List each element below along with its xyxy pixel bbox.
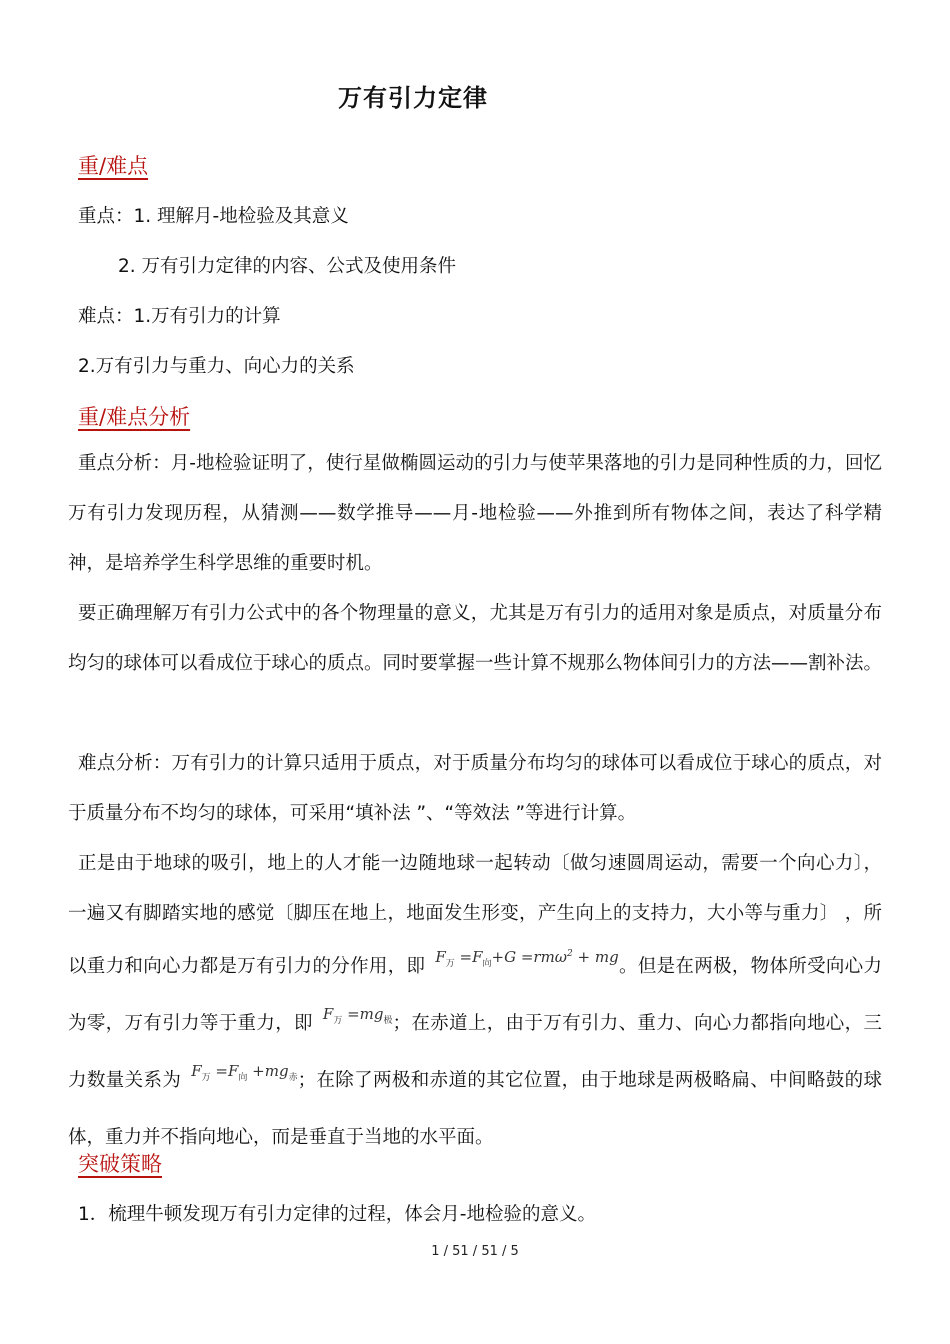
difficult-point-1: 难点：1.万有引力的计算 [78, 306, 281, 327]
key-point-1: 重点：1. 理解月-地检验及其意义 [78, 206, 349, 227]
paragraph-text: 。但是在两极，物体所受向心力为零，万有引力等于重力，即 [68, 956, 882, 1034]
section-heading-key-points: 重/难点 [78, 154, 149, 178]
difficult-point-2: 2.万有引力与重力、向心力的关系 [78, 356, 355, 377]
paragraph-text: ；在除了两极和赤道的其它位置，由于地球是两极略扁、中间略鼓的球体，重力并不指向地心，而是垂直于当地的水平面。 [68, 1070, 882, 1148]
key-point-2: 2. 万有引力定律的内容、公式及使用条件 [118, 256, 457, 277]
page-number-footer: 1 / 51 / 51 / 5 [431, 1244, 519, 1259]
strategy-item-1: 1．梳理牛顿发现万有引力定律的过程，体会月-地检验的意义。 [78, 1204, 596, 1225]
paragraph-key-analysis: 重点分析：月-地检验证明了，使行星做椭圆运动的引力与使苹果落地的引力是同种性质的力，回忆万有引力发现历程，从猜测——数学推导——月-地检验——外推到所有物体之间，表达了科学精神，是培养学生科学思维的重要时机。 [68, 453, 882, 574]
paragraph-difficulty-analysis: 难点分析：万有引力的计算只适用于质点，对于质量分布均匀的球体可以看成位于球心的质点，对于质量分布不均匀的球体，可采用“填补法 ”、“等效法 ”等进行计算。 [68, 753, 882, 824]
formula-gravity-components: $F_万 =F_向+G =rm\omega^2$ + mg [435, 948, 619, 969]
document-title: 万有引力定律 [338, 84, 488, 112]
section-heading-analysis: 重/难点分析 [78, 405, 191, 429]
formula-equator: $F_万 =F_向 +mg_赤$ [191, 1062, 298, 1083]
paragraph-formula-meaning: 要正确理解万有引力公式中的各个物理量的意义，尤其是万有引力的适用对象是质点，对质量分布均匀的球体可以看成位于球心的质点。同时要掌握一些计算不规那么物体间引力的方法——割补法。 [68, 603, 883, 674]
paragraph-gravity-relation [68, 839, 882, 1163]
formula-poles: $F_万 =mg_极$ [322, 1005, 393, 1026]
paragraph-text: ；在赤道上，由于万有引力、重力、向心力都指向地心，三力数量关系为 [68, 1013, 882, 1091]
section-heading-strategy: 突破策略 [78, 1152, 162, 1176]
paragraph-text: 正是由于地球的吸引，地上的人才能一边随地球一起转动〔做匀速圆周运动，需要一个向心力〕，一遍又有脚踏实地的感觉〔脚压在地上，地面发生形变，产生向上的支持力，大小等与重力〕 ，所以重力和向心力都是万有引力的分作用，即 [68, 853, 882, 977]
